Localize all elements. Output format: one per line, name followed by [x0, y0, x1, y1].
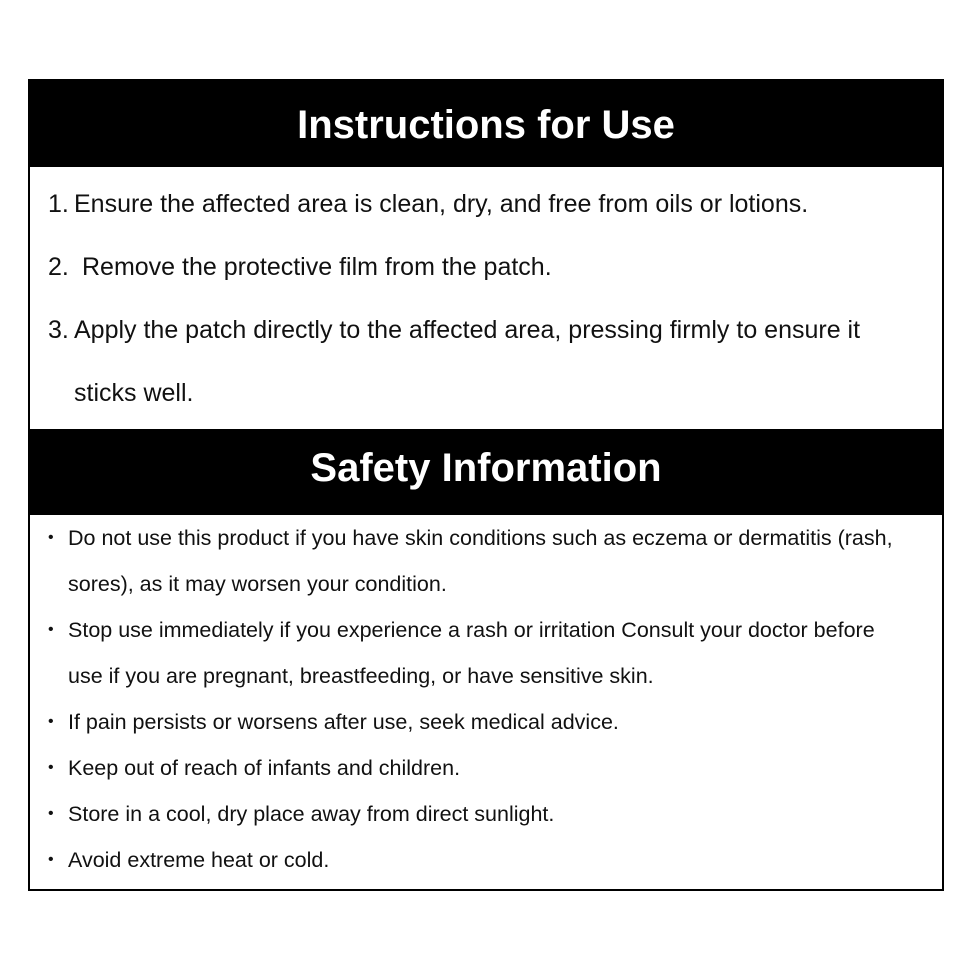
safety-list [30, 515, 942, 885]
safety-item-text: Stop use immediately if you experience a rash or irritation Consult your doctor before use if you are pregnant, breastfeeding, or have sensitive skin. [68, 618, 875, 688]
safety-item-text: If pain persists or worsens after use, seek medical advice. [68, 710, 619, 734]
step-text: Apply the patch directly to the affected area, pressing firmly to ensure it sticks well. [74, 316, 861, 407]
safety-item [48, 791, 928, 837]
safety-item-text: Keep out of reach of infants and children. [68, 756, 461, 780]
step-number: 2. [48, 253, 69, 281]
bullet-icon: • [48, 621, 54, 638]
instruction-step [48, 299, 918, 425]
instruction-step [48, 173, 808, 236]
bullet-icon: • [48, 529, 54, 546]
step-text: Ensure the affected area is clean, dry, and free from oils or lotions. [74, 190, 809, 218]
safety-item [48, 837, 928, 883]
bullet-icon: • [48, 805, 54, 822]
instructions-list [30, 167, 942, 429]
safety-item [48, 607, 928, 699]
safety-item-text: Avoid extreme heat or cold. [68, 848, 330, 872]
safety-item-text: Do not use this product if you have skin conditions such as eczema or dermatitis (rash, sores), as it may worsen your condition. [68, 526, 893, 596]
instruction-step [48, 236, 552, 299]
bullet-icon: • [48, 713, 54, 730]
bullet-icon: • [48, 851, 54, 868]
bullet-icon: • [48, 759, 54, 776]
safety-item [48, 699, 928, 745]
safety-item [48, 515, 928, 607]
info-panel [28, 79, 944, 891]
instructions-heading: Instructions for Use [30, 81, 942, 167]
step-text: Remove the protective film from the patch. [82, 253, 552, 281]
safety-heading: Safety Information [30, 429, 942, 515]
step-number: 3. [48, 316, 69, 344]
safety-item-text: Store in a cool, dry place away from direct sunlight. [68, 802, 555, 826]
safety-item [48, 745, 928, 791]
step-number: 1. [48, 190, 69, 218]
